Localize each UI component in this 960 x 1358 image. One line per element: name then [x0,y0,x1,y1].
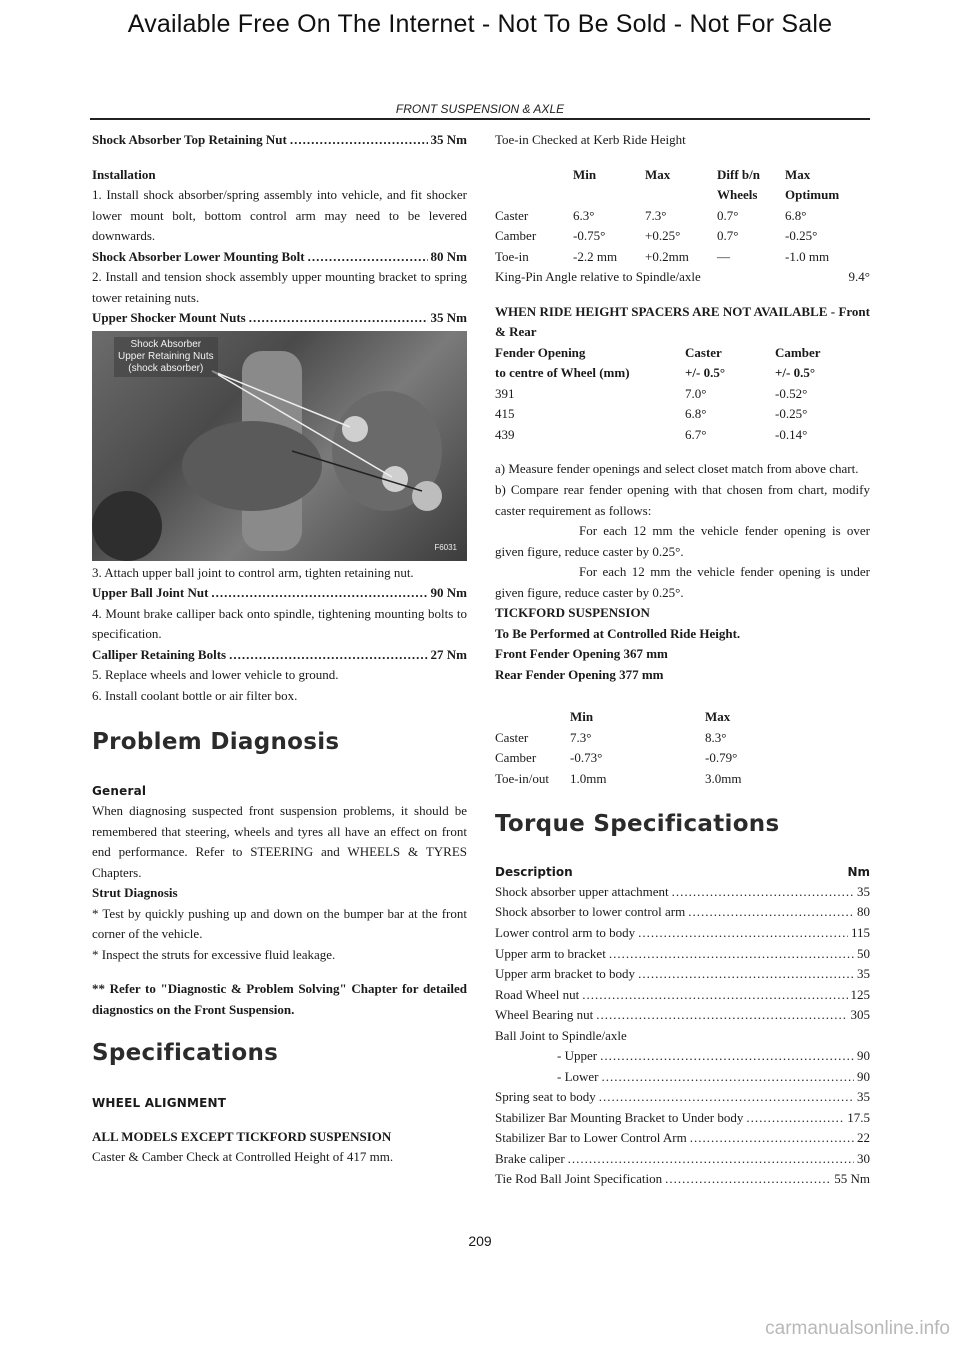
torque-label: - Upper [557,1048,598,1064]
torque-row [495,1067,870,1088]
table-header [495,165,573,186]
leader-dots [746,1108,844,1129]
leader-dots [638,923,848,944]
spec-row [92,645,467,666]
general-text: When diagnosing suspected front suspension problems, it should be remembered that steering, wheels and tyres all have an effect on front end performance. Refer to STEERING and WHEELS & TYRES Chapters. [92,803,467,880]
torque-value: 125 [850,986,870,1002]
strut-heading: Strut Diagnosis [92,885,178,901]
torque-value: 17.5 [847,1109,870,1125]
leader-dots [672,882,854,903]
torque-value: 90 [857,1068,870,1084]
table-header: Diff b/n [717,166,760,182]
torque-row [495,985,870,1006]
torque-unit-header: Nm [847,865,870,879]
general-heading: General [92,784,147,799]
leader-dots [688,902,854,923]
table-header: Camber [775,344,821,360]
spec-label: Upper Ball Joint Nut [92,585,209,601]
spec-row [92,130,467,151]
table-header: Max [645,166,671,182]
tickford-table [495,707,775,789]
torque-label: Stabilizer Bar to Lower Control Arm [495,1130,687,1146]
spec-label: Calliper Retaining Bolts [92,646,227,662]
note-b: b) Compare rear fender opening with that chosen from chart, modify caster requirement as follows: [495,481,870,518]
leader-dots [638,964,854,985]
shock-absorber-photo [92,331,467,561]
table-header: +/- 0.5° [685,365,726,381]
torque-label: Spring seat to body [495,1089,596,1105]
table-header: Max [705,709,731,725]
table-row: Camber -0.73° -0.79° [495,750,738,766]
front-fender-opening: Front Fender Opening 367 mm [495,646,668,662]
rear-fender-opening: Rear Fender Opening 377 mm [495,666,664,682]
strut-bullet: * Inspect the struts for excessive fluid leakage. [92,946,336,962]
torque-row [495,944,870,965]
all-models-heading: ALL MODELS EXCEPT TICKFORD SUSPENSION [92,1128,392,1144]
torque-label: Stabilizer Bar Mounting Bracket to Under body [495,1109,744,1125]
torque-value: 55 Nm [834,1171,870,1187]
torque-label: Upper arm bracket to body [495,966,636,982]
torque-row [495,1108,870,1129]
spec-value: 90 Nm [430,585,467,601]
kingpin-value: 9.4° [848,269,870,285]
right-column [495,130,870,1190]
spec-value: 35 Nm [430,132,467,147]
torque-value: 90 [857,1048,870,1064]
leader-dots [249,308,428,329]
step-text: 3. Attach upper ball joint to control arm, tighten retaining nut. [92,564,414,580]
torque-label: Lower control arm to body [495,925,636,941]
spec-value: 27 Nm [430,646,467,662]
table-row: Toe-in -2.2 mm +0.2mm — -1.0 mm [495,248,830,264]
spec-value: 80 Nm [430,248,467,264]
torque-label: Upper arm to bracket [495,945,606,961]
torque-value: 305 [850,1007,870,1023]
leader-dots [308,247,428,268]
leader-dots [229,645,427,666]
torque-value: 30 [857,1150,870,1166]
banner: Available Free On The Internet - Not To Be Sold - Not For Sale [127,10,833,38]
torque-row [495,923,870,944]
problem-diagnosis-title: Problem Diagnosis [92,728,340,755]
leader-dots [596,1005,847,1026]
table-row: Toe-in/out 1.0mm 3.0mm [495,770,742,786]
spec-label: Shock Absorber Top Retaining Nut [92,132,287,147]
leader-dots [600,1046,854,1067]
toe-in-checked-text: Toe-in Checked at Kerb Ride Height [495,132,686,147]
leader-dots [568,1149,854,1170]
torque-label: Shock absorber to lower control arm [495,904,686,920]
torque-row [495,1046,870,1067]
spacers-heading: WHEN RIDE HEIGHT SPACERS ARE NOT AVAILABLE - Front & Rear [495,303,870,340]
leader-dots [599,1087,854,1108]
kingpin-label: King-Pin Angle relative to Spindle/axle [495,269,701,285]
installation-heading: Installation [92,166,156,182]
spec-row [92,583,467,604]
torque-label: - Lower [557,1068,599,1084]
torque-label: Brake caliper [495,1150,565,1166]
torque-label: Wheel Bearing nut [495,1007,594,1023]
alignment-table [495,165,860,268]
spec-row [92,308,467,329]
note-b1: For each 12 mm the vehicle fender opening is over given figure, reduce caster by 0.25°. [495,523,870,559]
leader-dots [665,1169,831,1190]
torque-row [495,1169,870,1190]
fender-table [495,343,835,446]
table-header: to centre of Wheel (mm) [495,365,630,381]
note-a: a) Measure fender openings and select closet match from above chart. [495,461,859,477]
leader-dots [582,985,847,1006]
torque-desc-header: Description [495,865,573,879]
table-row: 391 7.0° -0.52° [495,385,808,401]
torque-row [495,882,870,903]
torque-value: 22 [857,1130,870,1146]
running-head: FRONT SUSPENSION & AXLE [395,102,565,116]
kingpin-row [495,267,870,288]
photo-callout: Shock Absorber Upper Retaining Nuts (shock absorber) [114,337,218,377]
torque-specifications-title: Torque Specifications [495,811,780,838]
wheel-alignment-heading: WHEEL ALIGNMENT [92,1095,227,1110]
torque-row [495,964,870,985]
table-header: Min [570,709,594,725]
table-header: Max [785,166,811,182]
torque-row [495,902,870,923]
torque-label: Tie Rod Ball Joint Specification [495,1171,663,1187]
step-text: 5. Replace wheels and lower vehicle to ground. [92,667,339,683]
note-b2: For each 12 mm the vehicle fender opening is under given figure, reduce caster by 0.25°. [495,564,870,600]
step-text: 4. Mount brake calliper back onto spindle, tightening mounting bolts to specification. [92,605,467,642]
torque-label: Shock absorber upper attachment [495,883,669,899]
table-header: Wheels [717,187,758,203]
torque-row [495,1149,870,1170]
torque-value: 35 [857,1089,870,1105]
torque-row [495,1005,870,1026]
specifications-title: Specifications [92,1040,279,1067]
table-header: Fender Opening [495,344,586,360]
table-row: 415 6.8° -0.25° [495,406,808,422]
table-header: +/- 0.5° [775,365,816,381]
step-text: 6. Install coolant bottle or air filter box. [92,687,298,703]
table-row: Caster 7.3° 8.3° [495,729,727,745]
torque-row [495,1087,870,1108]
step-text: 2. Install and tension shock assembly upper mounting bracket to spring tower retaining nuts. [92,269,467,305]
torque-row [495,1128,870,1149]
torque-value: 35 [857,883,870,899]
left-column [92,130,467,1168]
spec-label: Shock Absorber Lower Mounting Bolt [92,248,305,264]
leader-dots [609,944,854,965]
spec-value: 35 Nm [430,310,467,326]
page-number: 209 [468,1233,492,1249]
torque-value: 35 [857,966,870,982]
tickford-controlled: To Be Performed at Controlled Ride Height. [495,625,741,641]
torque-label: Road Wheel nut [495,986,580,1002]
table-header: Caster [685,344,722,360]
strut-bullet: * Test by quickly pushing up and down on the bumper bar at the front corner of the vehicle. [92,905,467,942]
leader-dots [602,1067,854,1088]
refer-note: ** Refer to "Diagnostic & Problem Solving" Chapter for detailed diagnostics on the Front Suspension. [92,981,467,1017]
table-header: Min [573,166,597,182]
torque-value: 50 [857,945,870,961]
photo-code: F6031 [434,543,457,553]
tickford-heading: TICKFORD SUSPENSION [495,605,650,621]
table-row: 439 6.7° -0.14° [495,426,808,442]
torque-row [495,1026,870,1047]
table-header: Optimum [785,187,840,203]
leader-dots [690,1128,854,1149]
torque-label: Ball Joint to Spindle/axle [495,1027,627,1043]
torque-header [495,863,870,882]
torque-list [495,882,870,1190]
spec-row [92,247,467,268]
torque-value: 115 [850,925,870,941]
step-text: 1. Install shock absorber/spring assembly into vehicle, and fit shocker lower mount bolt, bottom control arm may need to be levered downwards. [92,187,467,244]
caster-check-text: Caster & Camber Check at Controlled Height of 417 mm. [92,1149,394,1165]
torque-value: 80 [857,904,870,920]
leader-dots [211,583,427,604]
header-rule [90,118,870,120]
table-row: Caster 6.3° 7.3° 0.7° 6.8° [495,207,807,223]
table-row: Camber -0.75° +0.25° 0.7° -0.25° [495,228,818,244]
spec-label: Upper Shocker Mount Nuts [92,310,246,326]
footer-watermark: carmanualsonline.info [765,1318,950,1339]
leader-dots [290,130,428,151]
